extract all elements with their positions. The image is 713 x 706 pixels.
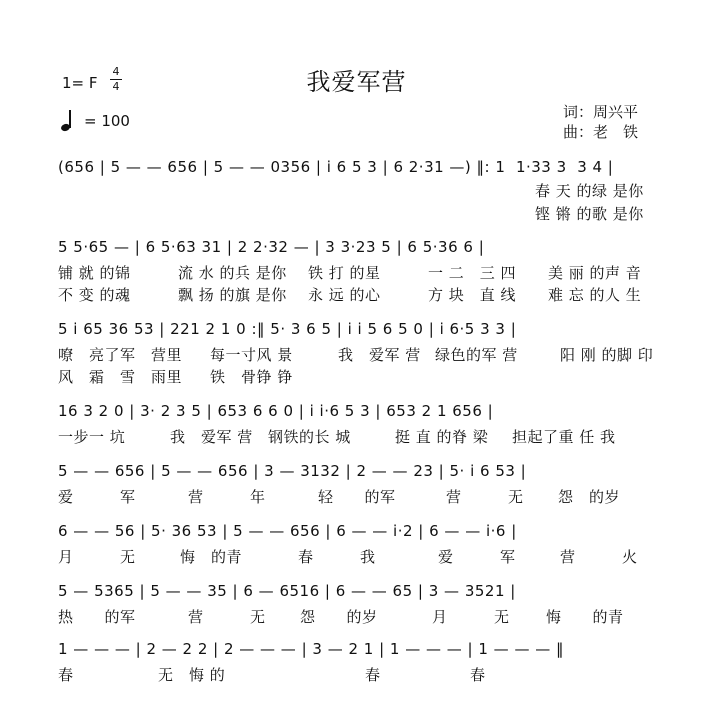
score-line-6-lyric-m2: 悔 的青 (180, 548, 243, 566)
score-line-7-lyric-m3: 怨 的岁 (300, 608, 378, 626)
score-line-2-lyric2-m4: 方 块 直 线 (428, 286, 517, 304)
quarter-note-icon (60, 110, 74, 132)
score-line-8-lyric-m1: 春 (58, 666, 74, 684)
score-line-7-lyric-m1: 热 的军 (58, 608, 136, 626)
score-line-5-notes: 5 — — 656 | 5 — — 656 | 3 — 3132 | 2 — — 23 | 5· i 6 53 | (58, 462, 527, 480)
score-line-4-lyric-m5: 担起了重 任 我 (512, 428, 616, 446)
score-line-3-lyric-m5: 阳 刚 的脚 印 (560, 346, 654, 364)
score-line-1-notes: (656 | 5 — — 656 | 5 — — 0356 | i 6 5 3 | 6 2·31 —) ‖: 1 1·33 3 3 4 | (58, 158, 614, 176)
score-line-4-lyric-m4: 挺 直 的脊 梁 (395, 428, 489, 446)
score-line-2-lyric-m1: 铺 就 的锦 (58, 264, 131, 282)
tempo-marking (60, 110, 130, 132)
score-line-4-lyric-m2: 我 爱军 营 (170, 428, 253, 446)
score-line-6-lyric-m1: 月 无 (58, 548, 136, 566)
score-line-8-lyric-m2: 无 悔 的 (158, 666, 226, 684)
song-title: 我爱军营 (306, 68, 407, 96)
score-line-1-lyrics-verse1: 春 天 的绿 是你 (535, 182, 644, 200)
score-line-5-lyric-m2: 营 年 (188, 488, 266, 506)
score-line-2-lyric2-m5: 难 忘 的人 生 (548, 286, 642, 304)
score-line-7-notes: 5 — 5365 | 5 — — 35 | 6 — 6516 | 6 — — 65 | 3 — 3521 | (58, 582, 516, 600)
score-line-8-lyric-m5: 春 (470, 666, 486, 684)
score-line-2-lyric2-m3: 永 远 的心 (308, 286, 381, 304)
score-line-1-lyrics-verse2: 铿 锵 的歌 是你 (535, 205, 644, 223)
score-line-5-lyric-m5: 怨 的岁 (558, 488, 621, 506)
score-line-4-lyric-m3: 钢铁的长 城 (268, 428, 351, 446)
time-signature (110, 66, 122, 93)
score-line-7-lyric-m2: 营 无 (188, 608, 266, 626)
score-line-3-lyric2-m1: 风 霜 雪 雨里 (58, 368, 183, 386)
score-line-2-lyric-m4: 一 二 三 四 (428, 264, 517, 282)
score-line-5-lyric-m1: 爱 军 (58, 488, 136, 506)
composer: 曲：老 铁 (563, 123, 639, 141)
score-line-3-notes: 5 i 65 36 53 | 221 2 1 0 :‖ 5· 3 6 5 | i i 5 6 5 0 | i 6·5 3 3 | (58, 320, 517, 338)
credits (563, 102, 638, 142)
score-line-2-lyric2-m2: 飘 扬 的旗 是你 (178, 286, 287, 304)
score-line-6-lyric-m4: 爱 军 (438, 548, 516, 566)
score-line-8-notes: 1 — — — | 2 — 2 2 | 2 — — — | 3 — 2 1 | 1 — — — | 1 — — — ‖ (58, 640, 564, 658)
score-line-4-lyric-m1: 一步一 坑 (58, 428, 126, 446)
score-line-7-lyric-m4: 月 无 (432, 608, 510, 626)
score-line-3-lyric-m4: 绿色的军 营 (435, 346, 518, 364)
score-line-4-notes: 16 3 2 0 | 3· 2 3 5 | 653 6 6 0 | i i·6 5 3 | 653 2 1 656 | (58, 402, 494, 420)
score-line-6-lyric-m3: 春 我 (298, 548, 376, 566)
score-line-3-lyric-m2: 每一寸风 景 (210, 346, 293, 364)
score-line-3-lyric2-m2: 铁 骨铮 铮 (210, 368, 293, 386)
score-line-2-lyric-m5: 美 丽 的声 音 (548, 264, 642, 282)
key-signature: 1= F (62, 74, 98, 92)
tempo-value: = 100 (84, 112, 130, 130)
score-line-3-lyric-m3: 我 爱军 营 (338, 346, 421, 364)
score-line-2-lyric-m2: 流 水 的兵 是你 (178, 264, 287, 282)
score-line-3-lyric-m1: 嘹 亮了军 营里 (58, 346, 183, 364)
time-signature-bottom: 4 (112, 80, 120, 93)
score-line-7-lyric-m5: 悔 的青 (546, 608, 624, 626)
score-line-5-lyric-m3: 轻 的军 (318, 488, 396, 506)
lyricist: 词：周兴平 (563, 103, 639, 121)
score-line-2-lyric2-m1: 不 变 的魂 (58, 286, 131, 304)
score-line-2-lyric-m3: 铁 打 的星 (308, 264, 381, 282)
score-line-5-lyric-m4: 营 无 (446, 488, 524, 506)
time-signature-top: 4 (112, 65, 120, 78)
score-line-2-notes: 5 5·65 — | 6 5·63 31 | 2 2·32 — | 3 3·23 5 | 6 5·36 6 | (58, 238, 485, 256)
score-line-8-lyric-m4: 春 (365, 666, 381, 684)
score-line-6-notes: 6 — — 56 | 5· 36 53 | 5 — — 656 | 6 — — i·2 | 6 — — i·6 | (58, 522, 517, 540)
score-line-6-lyric-m5: 营 火 (560, 548, 638, 566)
